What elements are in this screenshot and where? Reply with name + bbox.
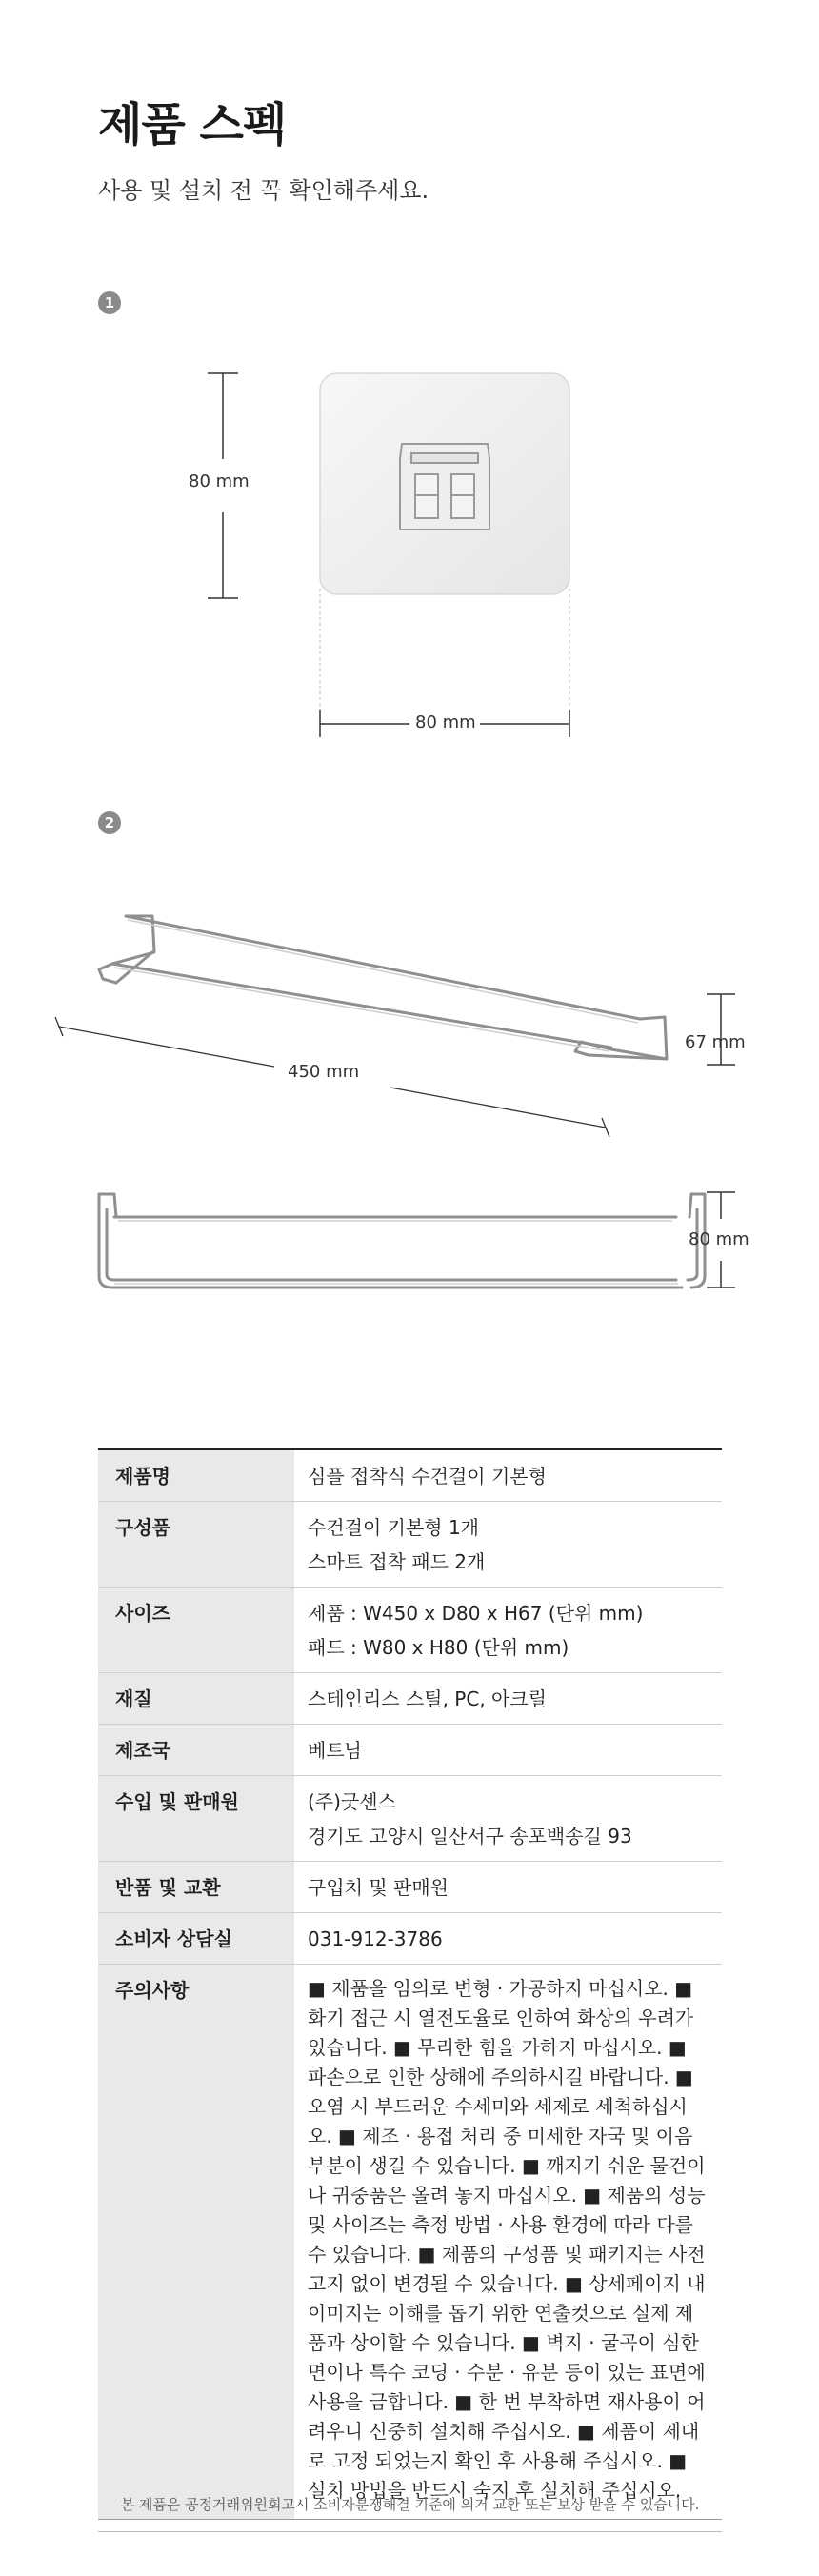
spec-label: 제조국 (98, 1725, 294, 1776)
pad-width-label: 80 mm (415, 712, 476, 732)
spec-value: 031-912-3786 (294, 1913, 722, 1965)
rack-depth-dimension (707, 994, 735, 1065)
spec-row-importer (98, 1776, 722, 1862)
spec-label: 재질 (98, 1673, 294, 1725)
rack-length-label: 450 mm (288, 1062, 360, 1082)
spec-row-components (98, 1502, 722, 1588)
spec-row-name (98, 1449, 722, 1502)
spec-row-contact (98, 1913, 722, 1965)
spec-label: 사이즈 (98, 1588, 294, 1673)
spec-row-returns (98, 1862, 722, 1913)
spec-label: 구성품 (98, 1502, 294, 1588)
rack-depth-label: 67 mm (685, 1032, 746, 1052)
spec-row-origin (98, 1725, 722, 1776)
spec-row-cautions (98, 1965, 722, 2520)
spec-label: 소비자 상담실 (98, 1913, 294, 1965)
spec-value: 스테인리스 스틸, PC, 아크릴 (294, 1673, 722, 1725)
step-badge-1: 1 (98, 291, 121, 314)
spec-row-material (98, 1673, 722, 1725)
spec-value: 베트남 (294, 1725, 722, 1776)
page-title: 제품 스펙 (98, 98, 287, 151)
spec-value: 수건걸이 기본형 1개 스마트 접착 패드 2개 (294, 1502, 722, 1588)
spec-value: 제품 : W450 x D80 x H67 (단위 mm) 패드 : W80 x H80 (단위 mm) (294, 1588, 722, 1673)
rack-perspective-figure (0, 895, 819, 1143)
page-subtitle: 사용 및 설치 전 꼭 확인해주세요. (98, 177, 429, 204)
spec-label: 수입 및 판매원 (98, 1776, 294, 1862)
spec-label: 주의사항 (98, 1965, 294, 2520)
spec-value: 심플 접착식 수건걸이 기본형 (294, 1449, 722, 1502)
spec-value: (주)굿센스 경기도 고양시 일산서구 송포백송길 93 (294, 1776, 722, 1862)
caution-notes: ■ 제품을 임의로 변형 · 가공하지 마십시오. ■ 화기 접근 시 열전도율로 인하여 화상의 우려가 있습니다. ■ 무리한 힘을 가하지 마십시오. ■ 파손으로 인한 상해에 주의하시길 바랍니다. ■ 오염 시 부드러운 수세미와 세제로 세척하십시오. ■ 제조 · 용접 처리 중 미세한 자국 및 이음 부분이 생길 수 있습니다. ■ 깨지기 쉬운 물건이나 귀중품은 올려 놓지 마십시오. ■ 제품의 성능 및 사이즈는 측정 방법 · 사용 환경에 따라 다를 수 있습니다. ■ 제품의 구성품 및 패키지는 사전 고지 없이 변경될 수 있습니다. ■ 상세페이지 내 이미지는 이해를 돕기 위한 연출컷으로 실제 제품과 상이할 수 있습니다. ■ 벽지 · 굴곡이 심한 면이나 특수 코딩 · 수분 · 유분 등이 있는 표면에 사용을 금합니다. ■ 한 번 부착하면 재사용이 어려우니 신중히 설치해 주십시오. ■ 제품이 제대로 고정 되었는지 확인 후 사용해 주십시오. ■ 설치 방법을 반드시 숙지 후 설치해 주십시오. (294, 1965, 722, 2520)
spec-row-size (98, 1588, 722, 1673)
spec-table (98, 1448, 722, 2520)
rack-front-figure (0, 1181, 819, 1324)
rack-front-height-label: 80 mm (689, 1229, 749, 1249)
footnote: 본 제품은 공정거래위원회고시 소비자분쟁해결 기준에 의거 교환 또는 보상 받을 수 있습니다. (120, 2496, 700, 2513)
pad-hook (400, 444, 489, 529)
spec-value: 구입처 및 판매원 (294, 1862, 722, 1913)
spec-label: 반품 및 교환 (98, 1862, 294, 1913)
pad-height-label: 80 mm (189, 471, 250, 491)
pad-figure (0, 352, 819, 848)
bottom-divider (98, 2531, 722, 2532)
spec-label: 제품명 (98, 1449, 294, 1502)
step-badge-2: 2 (98, 811, 121, 834)
